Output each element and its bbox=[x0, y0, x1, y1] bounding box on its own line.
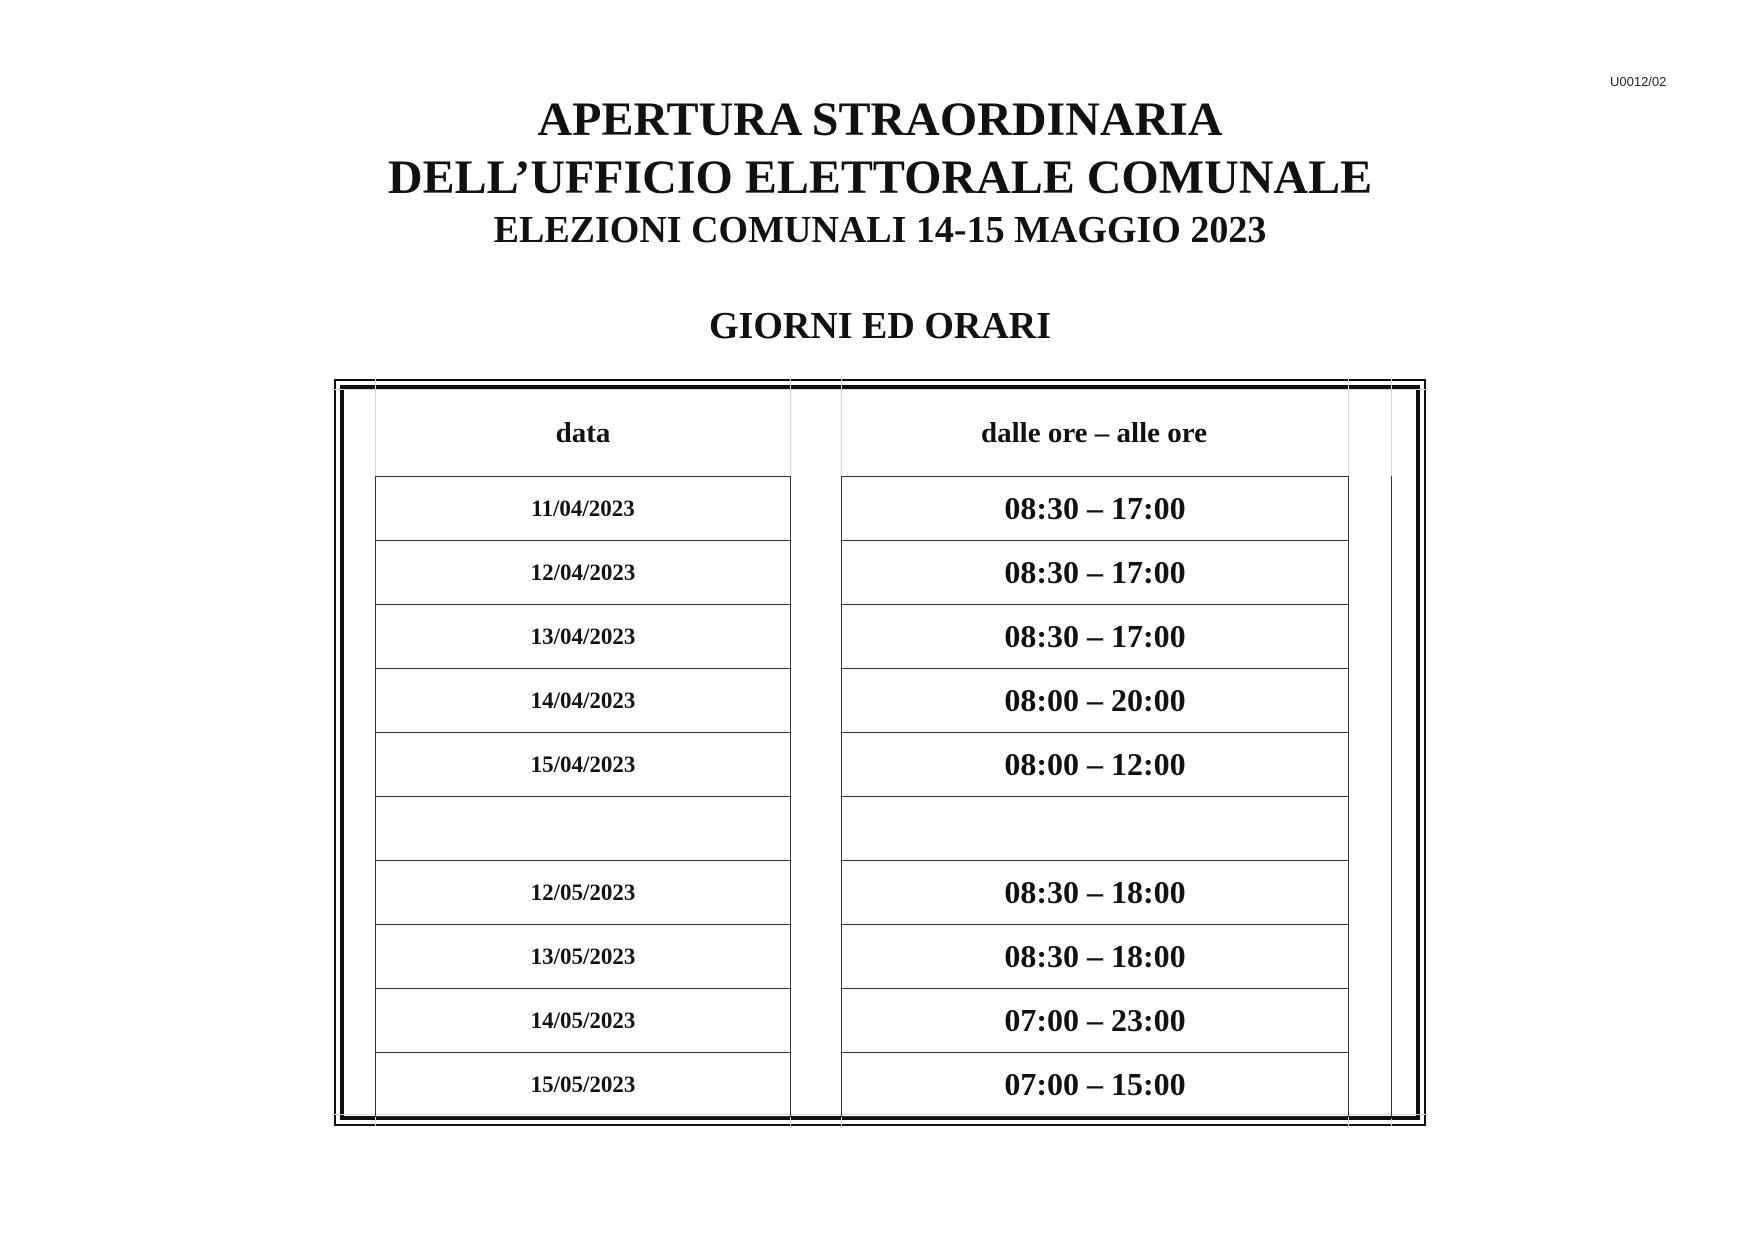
column-header-hours: dalle ore – alle ore bbox=[980, 417, 1208, 449]
hours-cell: 08:30 – 17:00 bbox=[841, 540, 1349, 605]
section-title: GIORNI ED ORARI bbox=[708, 305, 1052, 347]
grid-guide bbox=[334, 389, 1426, 390]
date-cell: 15/04/2023 bbox=[375, 732, 791, 797]
date-cell: 12/04/2023 bbox=[375, 540, 791, 605]
document-code: U0012/02 bbox=[1610, 74, 1667, 89]
hours-cell: 08:00 – 20:00 bbox=[841, 668, 1349, 733]
table-right-rule bbox=[1391, 476, 1392, 1119]
hours-cell: 08:30 – 17:00 bbox=[841, 476, 1349, 541]
title-line-2: DELL’UFFICIO ELETTORALE COMUNALE bbox=[387, 151, 1373, 204]
date-cell: 13/05/2023 bbox=[375, 924, 791, 989]
hours-cell: 07:00 – 23:00 bbox=[841, 988, 1349, 1053]
date-cell: 15/05/2023 bbox=[375, 1052, 791, 1117]
date-cell: 14/05/2023 bbox=[375, 988, 791, 1053]
hours-cell: 08:30 – 17:00 bbox=[841, 604, 1349, 669]
title-line-3: ELEZIONI COMUNALI 14-15 MAGGIO 2023 bbox=[493, 209, 1267, 251]
date-cell: 14/04/2023 bbox=[375, 668, 791, 733]
hours-cell: 07:00 – 15:00 bbox=[841, 1052, 1349, 1117]
hours-cell: 08:00 – 12:00 bbox=[841, 732, 1349, 797]
hours-cell-empty bbox=[841, 796, 1349, 861]
hours-cell: 08:30 – 18:00 bbox=[841, 924, 1349, 989]
hours-cell: 08:30 – 18:00 bbox=[841, 860, 1349, 925]
column-header-date: data bbox=[555, 417, 611, 449]
date-cell: 13/04/2023 bbox=[375, 604, 791, 669]
date-cell-empty bbox=[375, 796, 791, 861]
date-cell: 12/05/2023 bbox=[375, 860, 791, 925]
title-line-1: APERTURA STRAORDINARIA bbox=[537, 93, 1223, 146]
date-cell: 11/04/2023 bbox=[375, 476, 791, 541]
